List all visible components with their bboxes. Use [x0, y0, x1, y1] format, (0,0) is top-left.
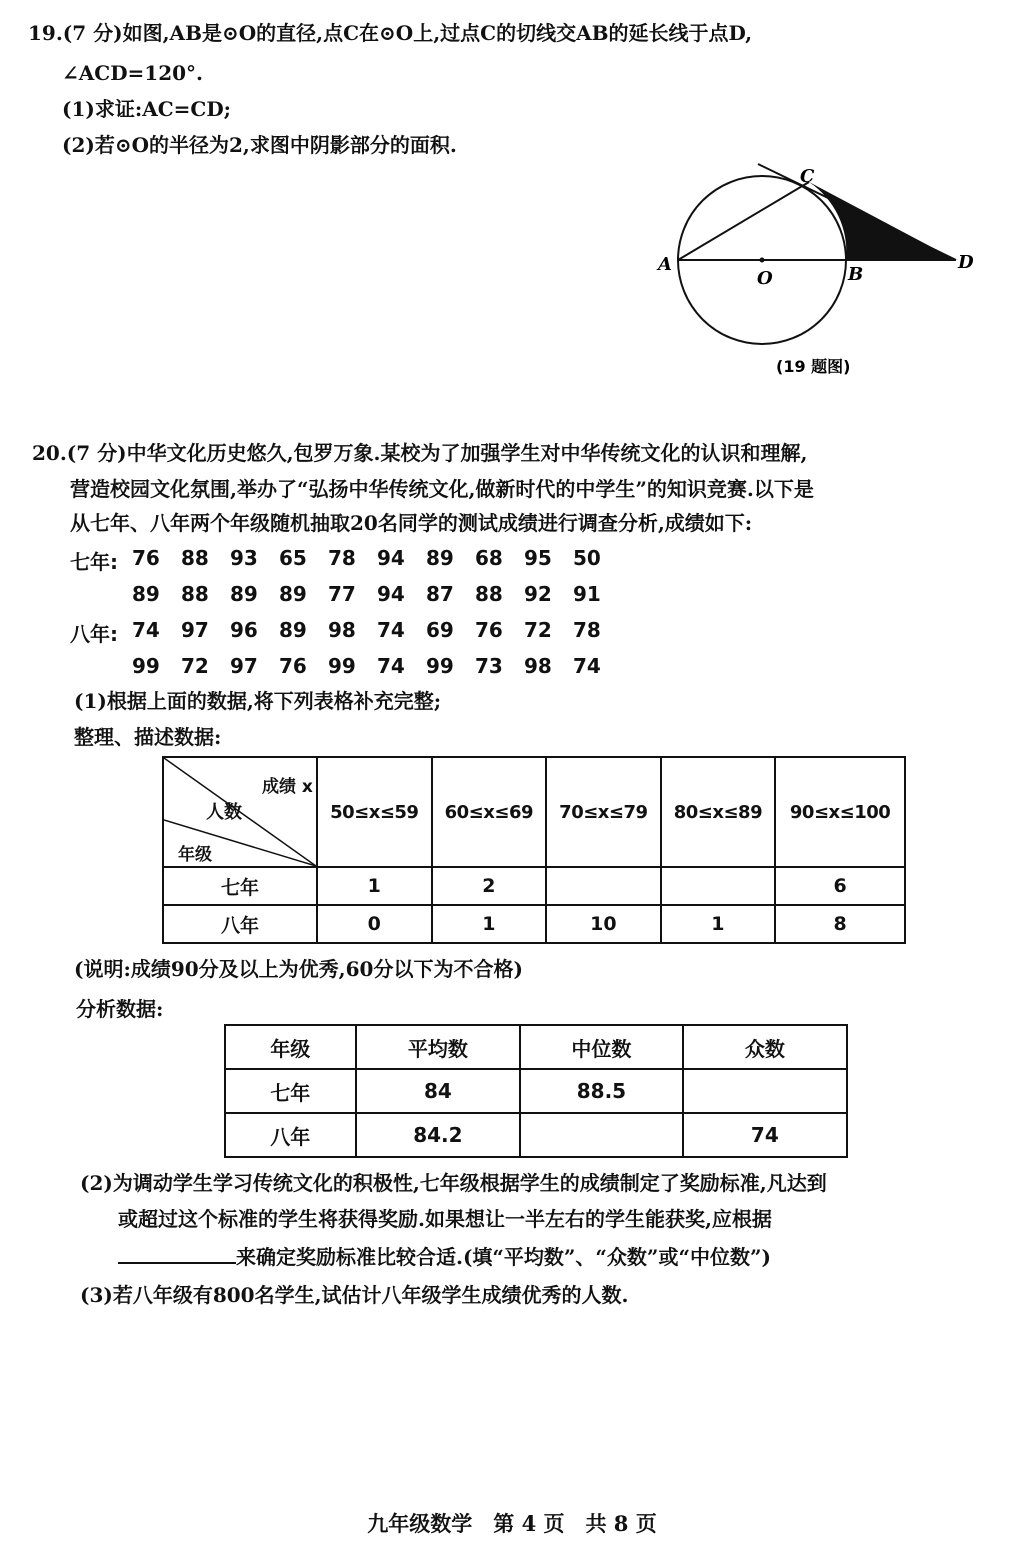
range-header: 70≤x≤79: [546, 757, 661, 867]
data-value: 97: [230, 654, 258, 678]
grade8-data-row2: [70, 654, 622, 678]
data-value: 72: [181, 654, 209, 678]
table-cell: 88.5: [520, 1069, 683, 1113]
range-header: 90≤x≤100: [775, 757, 905, 867]
table-cell: 0: [317, 905, 432, 943]
q19-part2: (2)若⊙O的半径为2,求图中阴影部分的面积.: [62, 133, 457, 157]
column-header: 平均数: [356, 1025, 521, 1069]
page-footer: 九年级数学 第 4 页 共 8 页: [367, 1511, 657, 1536]
table-cell: 6: [775, 867, 905, 905]
table-cell: 74: [683, 1113, 847, 1157]
answer-blank[interactable]: [118, 1242, 236, 1264]
data-value: 50: [573, 546, 601, 570]
grade7-label: 七年:: [70, 550, 118, 574]
data-value: 68: [475, 546, 503, 570]
column-header: 众数: [683, 1025, 847, 1069]
header-score: 成绩 x: [262, 777, 313, 797]
q20-intro2: 营造校园文化氛围,举办了“弘扬中华传统文化,做新时代的中学生”的知识竞赛.以下是: [70, 477, 814, 501]
data-value: 99: [328, 654, 356, 678]
statistics-table: [224, 1024, 848, 1158]
data-value: 76: [132, 546, 160, 570]
data-value: 76: [475, 618, 503, 642]
q20-part2-line2: 或超过这个标准的学生将获得奖励.如果想让一半左右的学生能获奖,应根据: [118, 1207, 772, 1231]
q19-circle-figure: [640, 160, 980, 380]
data-value: 69: [426, 618, 454, 642]
data-value: 98: [524, 654, 552, 678]
label-b: B: [848, 264, 864, 285]
center-point-o: [760, 258, 765, 263]
table-cell: 8: [775, 905, 905, 943]
table-cell: [683, 1069, 847, 1113]
table-cell: 七年: [225, 1069, 356, 1113]
data-value: 74: [377, 654, 405, 678]
table-cell: 2: [432, 867, 547, 905]
range-header: 50≤x≤59: [317, 757, 432, 867]
q20-part1: (1)根据上面的数据,将下列表格补充完整;: [74, 689, 442, 713]
q20-part2-line3: 来确定奖励标准比较合适.(填“平均数”、“众数”或“中位数”): [236, 1245, 771, 1269]
data-value: 94: [377, 546, 405, 570]
table-cell: 八年: [225, 1113, 356, 1157]
header-grade: 年级: [178, 845, 212, 865]
table-cell: 84: [356, 1069, 521, 1113]
q20-intro1: 20.(7 分)中华文化历史悠久,包罗万象.某校为了加强学生对中华传统文化的认识和理解,: [32, 441, 808, 465]
diagonal-header-cell: [163, 757, 317, 867]
label-a: A: [658, 254, 672, 275]
data-value: 89: [426, 546, 454, 570]
frequency-table: [162, 756, 906, 944]
column-header: 年级: [225, 1025, 356, 1069]
table-cell: [520, 1113, 683, 1157]
data-value: 88: [181, 582, 209, 606]
column-header: 中位数: [520, 1025, 683, 1069]
table-cell: 1: [661, 905, 776, 943]
q20-part2-line1: (2)为调动学生学习传统文化的积极性,七年级根据学生的成绩制定了奖励标准,凡达到: [80, 1171, 827, 1195]
table-cell: 84.2: [356, 1113, 521, 1157]
grade8-label: 八年:: [70, 622, 118, 646]
data-value: 94: [377, 582, 405, 606]
q20-part2-line3-wrap: [118, 1242, 771, 1270]
data-value: 89: [230, 582, 258, 606]
range-header: 60≤x≤69: [432, 757, 547, 867]
table-row: [225, 1069, 847, 1113]
data-value: 78: [573, 618, 601, 642]
data-value: 77: [328, 582, 356, 606]
data-value: 97: [181, 618, 209, 642]
scoring-note: (说明:成绩90分及以上为优秀,60分以下为不合格): [74, 957, 523, 981]
grade7-data-row1: [70, 546, 622, 575]
q20-intro3: 从七年、八年两个年级随机抽取20名同学的测试成绩进行调查分析,成绩如下:: [70, 511, 753, 535]
data-value: 74: [132, 618, 160, 642]
data-value: 89: [132, 582, 160, 606]
data-value: 73: [475, 654, 503, 678]
data-value: 99: [132, 654, 160, 678]
q19-line1: 19.(7 分)如图,AB是⊙O的直径,点C在⊙O上,过点C的切线交AB的延长线于点D,: [28, 21, 753, 45]
data-value: 98: [328, 618, 356, 642]
grade7-data-row2: [70, 582, 622, 606]
data-value: 89: [279, 618, 307, 642]
data-value: 74: [573, 654, 601, 678]
table-cell: [546, 867, 661, 905]
table-cell: 1: [317, 867, 432, 905]
data-value: 76: [279, 654, 307, 678]
range-header: 80≤x≤89: [661, 757, 776, 867]
row-grade: 七年: [163, 867, 317, 905]
analyze-heading: 分析数据:: [76, 997, 164, 1021]
table-cell: 10: [546, 905, 661, 943]
row-grade: 八年: [163, 905, 317, 943]
data-value: 78: [328, 546, 356, 570]
header-count: 人数: [206, 802, 242, 823]
data-value: 92: [524, 582, 552, 606]
table-cell: 1: [432, 905, 547, 943]
data-value: 88: [181, 546, 209, 570]
data-value: 87: [426, 582, 454, 606]
data-value: 95: [524, 546, 552, 570]
data-value: 99: [426, 654, 454, 678]
organize-heading: 整理、描述数据:: [74, 725, 222, 749]
q19-line2: ∠ACD=120°.: [62, 61, 204, 85]
data-value: 88: [475, 582, 503, 606]
q19-part1: (1)求证:AC=CD;: [62, 97, 232, 121]
data-value: 93: [230, 546, 258, 570]
q20-part3: (3)若八年级有800名学生,试估计八年级学生成绩优秀的人数.: [80, 1283, 629, 1307]
label-o: O: [757, 268, 773, 289]
data-value: 96: [230, 618, 258, 642]
figure-caption: (19 题图): [776, 357, 851, 376]
table-cell: [661, 867, 776, 905]
data-value: 65: [279, 546, 307, 570]
label-d: D: [958, 252, 974, 273]
data-value: 72: [524, 618, 552, 642]
grade8-data-row1: [70, 618, 622, 647]
label-c: C: [800, 166, 815, 187]
table-row: [163, 867, 905, 905]
chord-ac: [678, 182, 809, 260]
table-row: [225, 1113, 847, 1157]
data-value: 89: [279, 582, 307, 606]
data-value: 74: [377, 618, 405, 642]
table-row: [163, 905, 905, 943]
data-value: 91: [573, 582, 601, 606]
